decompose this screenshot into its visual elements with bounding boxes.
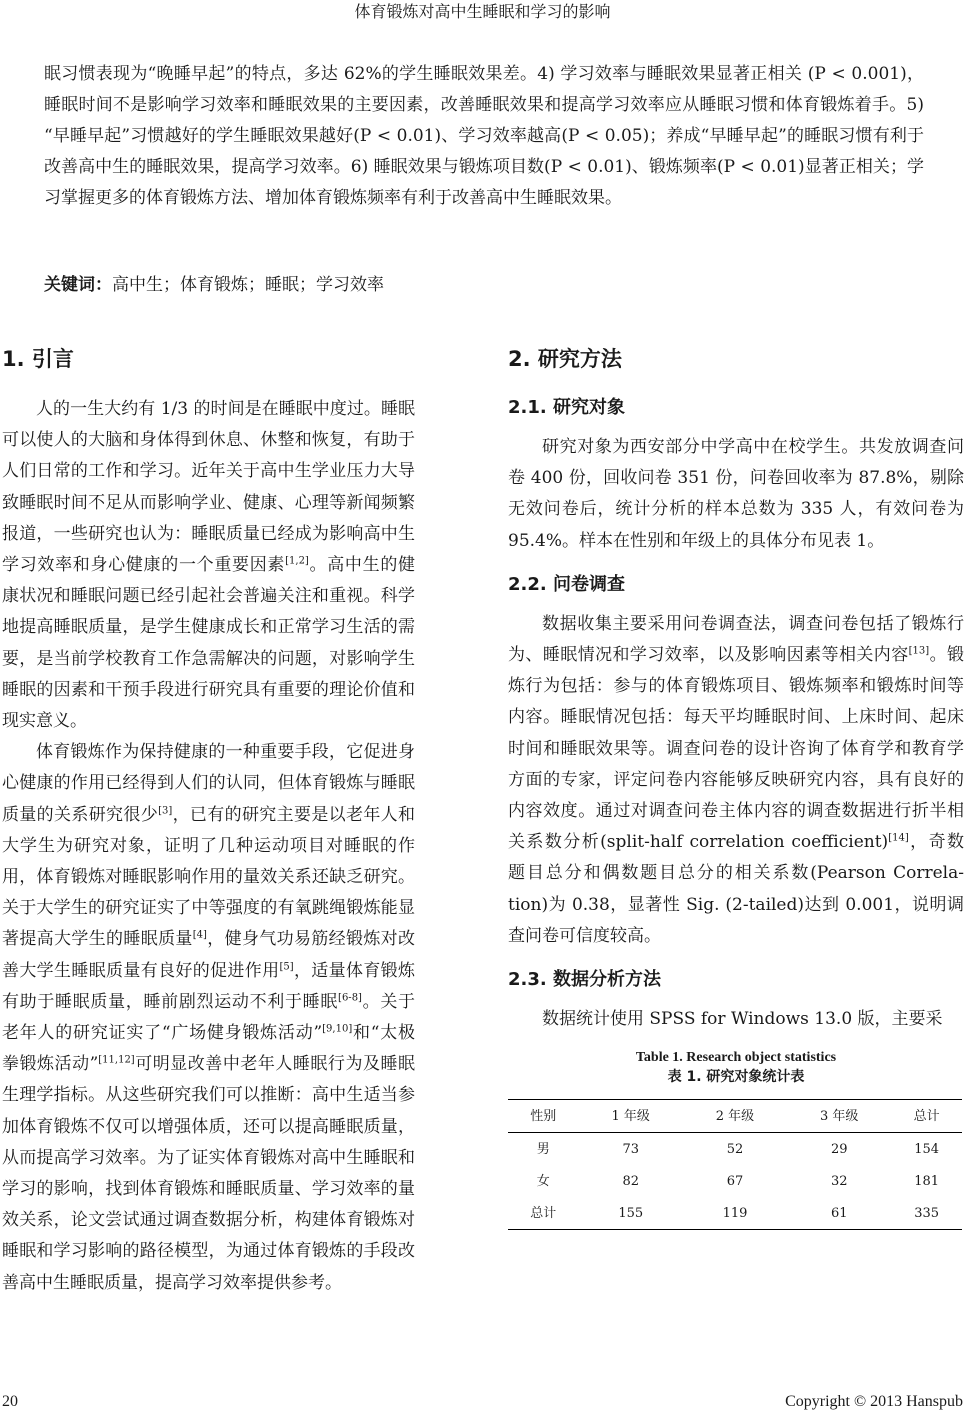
table-caption-zh: 表 1. 研究对象统计表 xyxy=(667,1069,805,1086)
citation-13[interactable]: [13] xyxy=(908,645,930,657)
citation-5[interactable]: [5] xyxy=(279,961,294,972)
keywords xyxy=(44,271,924,299)
table-header-cell: 1 年级 xyxy=(611,1108,650,1124)
table-cell: 52 xyxy=(726,1141,744,1157)
table-cell: 61 xyxy=(830,1205,848,1221)
table-cell: 男 xyxy=(536,1141,550,1157)
citation-6-8[interactable]: [6-8] xyxy=(338,992,362,1004)
citation-4[interactable]: [4] xyxy=(192,929,207,941)
table-row xyxy=(508,1197,962,1230)
section-1-heading: 1. 引言 xyxy=(2,347,74,371)
section-2-1-text: 研究对象为西安部分中学高中在校学生。共发放调查问卷 400 份，回收问卷 351 份，问卷回收率为 87.8%，剔除无效问卷后，统计分析的样本总数为 335 人，有效问卷为 95.4%。样本在性别和年级上的具体分布见表 1。 xyxy=(508,437,964,551)
running-header: 体育锻炼对高中生睡眠和学习的影响 xyxy=(354,2,611,21)
table-cell: 181 xyxy=(914,1173,940,1189)
keywords-label: 关键词： xyxy=(44,275,112,295)
citation-9-10[interactable]: [9,10] xyxy=(322,1023,353,1035)
citation-14[interactable]: [14] xyxy=(888,832,909,844)
table-header-cell: 2 年级 xyxy=(715,1108,755,1124)
table-header-cell: 3 年级 xyxy=(820,1108,859,1124)
citation-11-12[interactable]: [11,12] xyxy=(98,1054,135,1066)
table-row xyxy=(508,1133,962,1166)
table-caption-en: Table 1. Research object statistics xyxy=(635,1050,837,1066)
table-cell: 335 xyxy=(914,1205,940,1221)
table-cell: 73 xyxy=(622,1141,639,1157)
page-number: 20 xyxy=(2,1393,18,1410)
table-cell: 67 xyxy=(726,1173,744,1189)
table-1 xyxy=(508,1049,964,1230)
right-column xyxy=(508,344,964,1230)
table-header-cell: 总计 xyxy=(913,1108,940,1124)
citation-3[interactable]: [3] xyxy=(158,804,173,816)
table-header-cell: 性别 xyxy=(530,1108,557,1124)
section-2-3-heading: 2.3. 数据分析方法 xyxy=(508,969,661,991)
table-cell: 29 xyxy=(830,1141,848,1157)
table-cell: 32 xyxy=(830,1173,848,1189)
table-header-row xyxy=(508,1100,962,1133)
table-cell: 82 xyxy=(622,1173,639,1189)
table-cell: 155 xyxy=(618,1205,644,1221)
section-2-1-heading: 2.1. 研究对象 xyxy=(508,397,625,418)
statistics-table xyxy=(508,1099,962,1230)
citation-1-2[interactable]: [1,2] xyxy=(285,555,309,567)
abstract-text: 眠习惯表现为“晚睡早起”的特点，多达 62%的学生睡眠效果差。4) 学习效率与睡眠效果显著正相关 (P < 0.001)，睡眠时间不是影响学习效率和睡眠效果的主要因素，改善睡眠效果和提高学习效率应从睡眠习惯和体育锻炼着手。5) “早睡早起”习惯越好的学生睡眠效果越好(P < 0.01)、学习效率越高(P < 0.05)；养成“早睡早起”的睡眠习惯有利于改善高中生的睡眠效果，提高学习效率。6) 睡眠效果与锻炼项目数(P < 0.01)、锻炼频率(P < 0.01)显著正相关；学习掌握更多的体育锻炼方法、增加体育锻炼频率有利于改善高中生睡眠效果。 xyxy=(44,64,924,208)
intro-paragraph-1: 人的一生大约有 1/3 的时间是在睡眠中度过。睡眠可以使人的大脑和身体得到休息、休整和恢复，有助于人们日常的工作和学习。近年关于高中生学业压力大导致睡眠时间不足从而影响学业、健康、心理等新闻频繁报道，一些研究也认为：睡眠质量已经成为影响高中生学习效率和身心健康的一个重要因素[1,2]。高中生的健康状况和睡眠问题已经引起社会普遍关注和重视。科学地提高睡眠质量，是学生健康成长和正常学习生活的需要，是当前学校教育工作急需解决的问题，对影响学生睡眠的因素和干预手段进行研究具有重要的理论价值和现实意义。 xyxy=(2,399,416,732)
table-cell: 女 xyxy=(536,1173,550,1189)
left-column xyxy=(2,344,415,1299)
abstract xyxy=(44,59,924,214)
table-cell: 119 xyxy=(722,1205,748,1221)
keywords-value: 高中生；体育锻炼；睡眠；学习效率 xyxy=(112,275,384,295)
table-cell: 154 xyxy=(914,1141,940,1157)
section-2-2-text: 数据收集主要采用问卷调查法，调查问卷包括了锻炼行为、睡眠情况和学习效率，以及影响因素等相关内容[13]。锻炼行为包括：参与的体育锻炼项目、锻炼频率和锻炼时间等内容。睡眠情况包括：每天平均睡眠时间、上床时间、起床时间和睡眠效果等。调查问卷的设计咨询了体育学和教育学方面的专家，评定问卷内容能够反映研究内容，具有良好的内容效度。通过对调查问卷主体内容的调查数据进行折半相关系数分析(split-half correlation coefficient)[14]，奇数题目总分和偶数题目总分的相关系数(Pearson Correla-tion)为 0.38，显著性 Sig. (2-tailed)达到 0.001，说明调查问卷可信度较高。 xyxy=(508,613,965,946)
intro-paragraph-2: 体育锻炼作为保持健康的一种重要手段，它促进身心健康的作用已经得到人们的认同，但体育锻炼与睡眠质量的关系研究很少[3]，已有的研究主要是以老年人和大学生为研究对象，证明了几种运动项目对睡眠的作用，体育锻炼对睡眠影响作用的量效关系还缺乏研究。关于大学生的研究证实了中等强度的有氧跳绳锻炼能显著提高大学生的睡眠质量[4]，健身气功易筋经锻炼对改善大学生睡眠质量有良好的促进作用[5]，适量体育锻炼有助于睡眠质量，睡前剧烈运动不利于睡眠[6-8]。关于老年人的研究证实了“广场健身锻炼活动”[9,10]和“太极拳锻炼活动”[11,12]可明显改善中老年人睡眠行为及睡眠生理学指标。从这些研究我们可以推断：高中生适当参加体育锻炼不仅可以增强体质，还可以提高睡眠质量，从而提高学习效率。为了证实体育锻炼对高中生睡眠和学习的影响，找到体育锻炼和睡眠质量、学习效率的量效关系，论文尝试通过调查数据分析，构建体育锻炼对睡眠和学习影响的路径模型，为通过体育锻炼的手段改善高中生睡眠质量，提高学习效率提供参考。 xyxy=(2,742,416,1293)
table-row xyxy=(508,1165,962,1197)
copyright: Copyright © 2013 Hanspub xyxy=(785,1393,963,1410)
section-2-3-text: 数据统计使用 SPSS for Windows 13.0 版，主要采 xyxy=(542,1009,943,1030)
section-2-2-heading: 2.2. 问卷调查 xyxy=(508,573,625,595)
section-2-heading: 2. 研究方法 xyxy=(508,347,622,371)
table-cell: 总计 xyxy=(530,1205,557,1221)
